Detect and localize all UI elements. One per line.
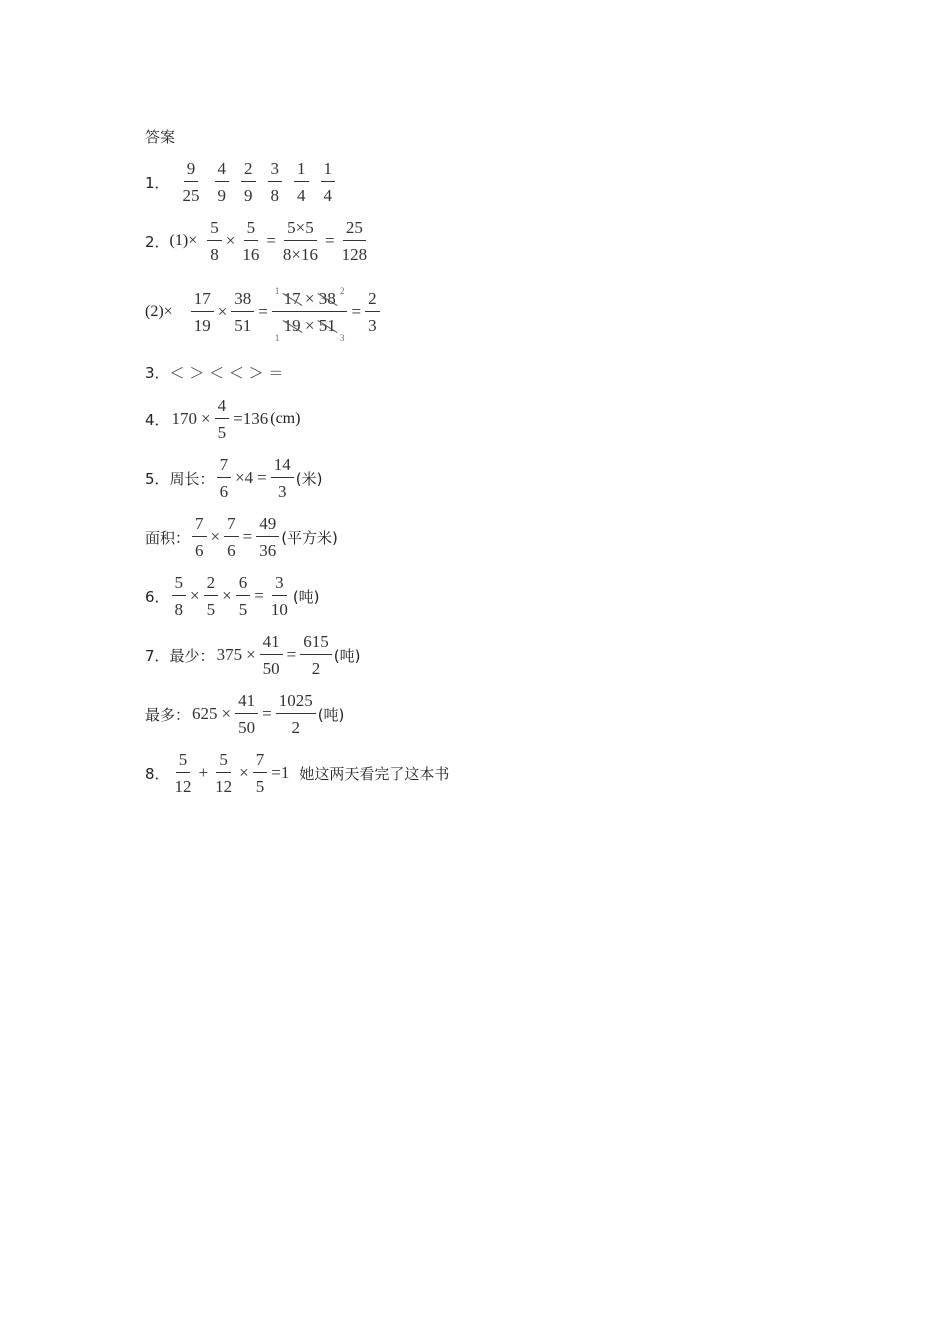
q1-number: 1． <box>145 173 170 192</box>
question-6 <box>145 574 320 618</box>
q1-fraction-3: $\frac{2}{9}$ <box>241 160 256 204</box>
q7-label-most: 最多： <box>145 705 191 724</box>
equals-sign: = <box>351 302 362 321</box>
q6-number: 6． <box>145 587 170 606</box>
q4-multiplicand: 170 <box>171 409 198 428</box>
q5-unit-1: (米) <box>295 469 323 488</box>
question-7-least <box>145 633 360 677</box>
equals-sign: = <box>258 302 268 321</box>
question-3 <box>145 362 283 383</box>
equals-sign: = <box>242 527 253 546</box>
q7-fraction-2: $\frac{41}{50}$ <box>235 692 258 736</box>
q7-unit-2: (吨) <box>317 705 345 724</box>
q2p2-fraction-a: $\frac{17}{19}$ <box>191 290 214 334</box>
q1-fraction-4: $\frac{3}{8}$ <box>268 160 283 204</box>
q4-number: 4． <box>145 410 170 429</box>
question-1 <box>145 160 337 204</box>
q8-result: =1 <box>271 763 290 782</box>
q4-unit: (cm) <box>270 410 301 427</box>
q6-fraction-a: $\frac{5}{8}$ <box>172 574 187 618</box>
cancel-mark-bottom-right: 3 <box>339 333 345 343</box>
cancelled-19: 19 <box>283 316 301 335</box>
times-sign: × <box>222 586 232 605</box>
times-sign: × <box>239 763 249 782</box>
q2p2-fraction-b: $\frac{38}{51}$ <box>231 290 254 334</box>
q2p2-cancel-fraction: $\frac{^1 17 \times 38 ^2}{_1 19 \times 51 _3}$ <box>272 290 348 334</box>
cancel-mark-top-right: 2 <box>339 286 345 296</box>
q5-label-area: 面积： <box>145 528 191 547</box>
q8-conclusion: 她这两天看完了这本书 <box>299 764 450 783</box>
q7-multiplicand-1: 375 <box>216 645 243 664</box>
q2p1-fraction-c: $\frac{5\times 5}{8\times 16}$ <box>282 218 319 264</box>
q5-fraction-2a: $\frac{7}{6}$ <box>192 515 207 559</box>
times-sign: × <box>246 645 256 664</box>
plus-sign: + <box>198 763 209 782</box>
q2p2-result: $\frac{2}{3}$ <box>365 290 380 334</box>
times-sign: × <box>210 527 221 546</box>
q6-unit: (吨) <box>292 587 320 606</box>
equals-sign: = <box>325 231 335 250</box>
q2-number: 2． <box>145 232 170 251</box>
q3-number: 3． <box>145 364 170 382</box>
times-sign: × <box>190 586 200 605</box>
equals-sign: = <box>266 231 276 250</box>
cancelled-51: 51 <box>318 316 336 335</box>
q1-fraction-1: $\frac{9}{25}$ <box>182 159 200 205</box>
question-5-perimeter <box>145 456 322 500</box>
times-sign: × <box>217 302 228 321</box>
times-sign: × <box>201 409 211 428</box>
q7-unit-1: (吨) <box>333 646 361 665</box>
q2p1-fraction-b: $\frac{5}{16}$ <box>242 218 260 264</box>
equals-sign: = <box>257 468 267 487</box>
q5-unit-2: (平方米) <box>281 528 338 547</box>
times-sign: × <box>225 231 236 250</box>
equals-sign: = <box>262 704 272 723</box>
q7-fraction-1: $\frac{41}{50}$ <box>260 633 283 677</box>
q1-fraction-5: $\frac{1}{4}$ <box>294 160 309 204</box>
q2p1-result: $\frac{25}{128}$ <box>341 218 368 264</box>
q6-fraction-c: $\frac{6}{5}$ <box>236 574 251 618</box>
q1-fraction-6: $\frac{1}{4}$ <box>321 160 336 204</box>
q7-label-least: 最少： <box>169 646 215 665</box>
q5-number: 5． <box>145 469 170 488</box>
q6-fraction-b: $\frac{2}{5}$ <box>204 574 219 618</box>
q3-answer: ＜ ＞ ＜ ＜ ＞ ＝ <box>169 364 284 382</box>
q2-part2-label: (2)× <box>145 303 173 320</box>
equals-sign: = <box>286 645 297 664</box>
equals-sign: = <box>254 586 264 605</box>
q8-fraction-a: $\frac{5}{12}$ <box>174 750 192 796</box>
cancel-mark-top-left: 1 <box>274 286 280 296</box>
answer-title: 答案 <box>145 128 176 146</box>
q5-times-4: ×4 <box>235 468 254 487</box>
q7-result-2: $\frac{1025}{2}$ <box>276 692 316 736</box>
question-5-area <box>145 515 338 559</box>
question-8 <box>145 751 449 795</box>
q5-label-perimeter: 周长： <box>169 469 215 488</box>
question-2-part-1 <box>145 219 372 263</box>
q5-fraction-2b: $\frac{7}{6}$ <box>224 515 239 559</box>
question-7-most <box>145 692 344 736</box>
cancelled-38: 38 <box>318 289 336 308</box>
cancelled-17: 17 <box>283 289 301 308</box>
q7-number: 7． <box>145 646 170 665</box>
question-4 <box>145 397 300 441</box>
q2-part1-label: (1)× <box>169 232 198 249</box>
q4-fraction: $\frac{4}{5}$ <box>215 397 230 441</box>
q8-fraction-c: $\frac{7}{5}$ <box>253 751 268 795</box>
q8-number: 8． <box>145 764 170 783</box>
q5-fraction-1: $\frac{7}{6}$ <box>217 456 232 500</box>
q2p1-fraction-a: $\frac{5}{8}$ <box>207 219 222 263</box>
q8-fraction-b: $\frac{5}{12}$ <box>215 750 233 796</box>
q4-result: =136 <box>233 409 269 428</box>
q5-result-2: $\frac{49}{36}$ <box>256 515 279 559</box>
times-sign: × <box>221 704 232 723</box>
q5-result-1: $\frac{14}{3}$ <box>271 456 294 500</box>
cancel-mark-bottom-left: 1 <box>274 333 280 343</box>
q1-fraction-2: $\frac{4}{9}$ <box>215 160 230 204</box>
q7-multiplicand-2: 625 <box>192 704 218 723</box>
question-2-part-2 <box>145 286 382 343</box>
q6-result: $\frac{3}{10}$ <box>270 573 288 619</box>
q7-result-1: $\frac{615}{2}$ <box>300 633 332 677</box>
